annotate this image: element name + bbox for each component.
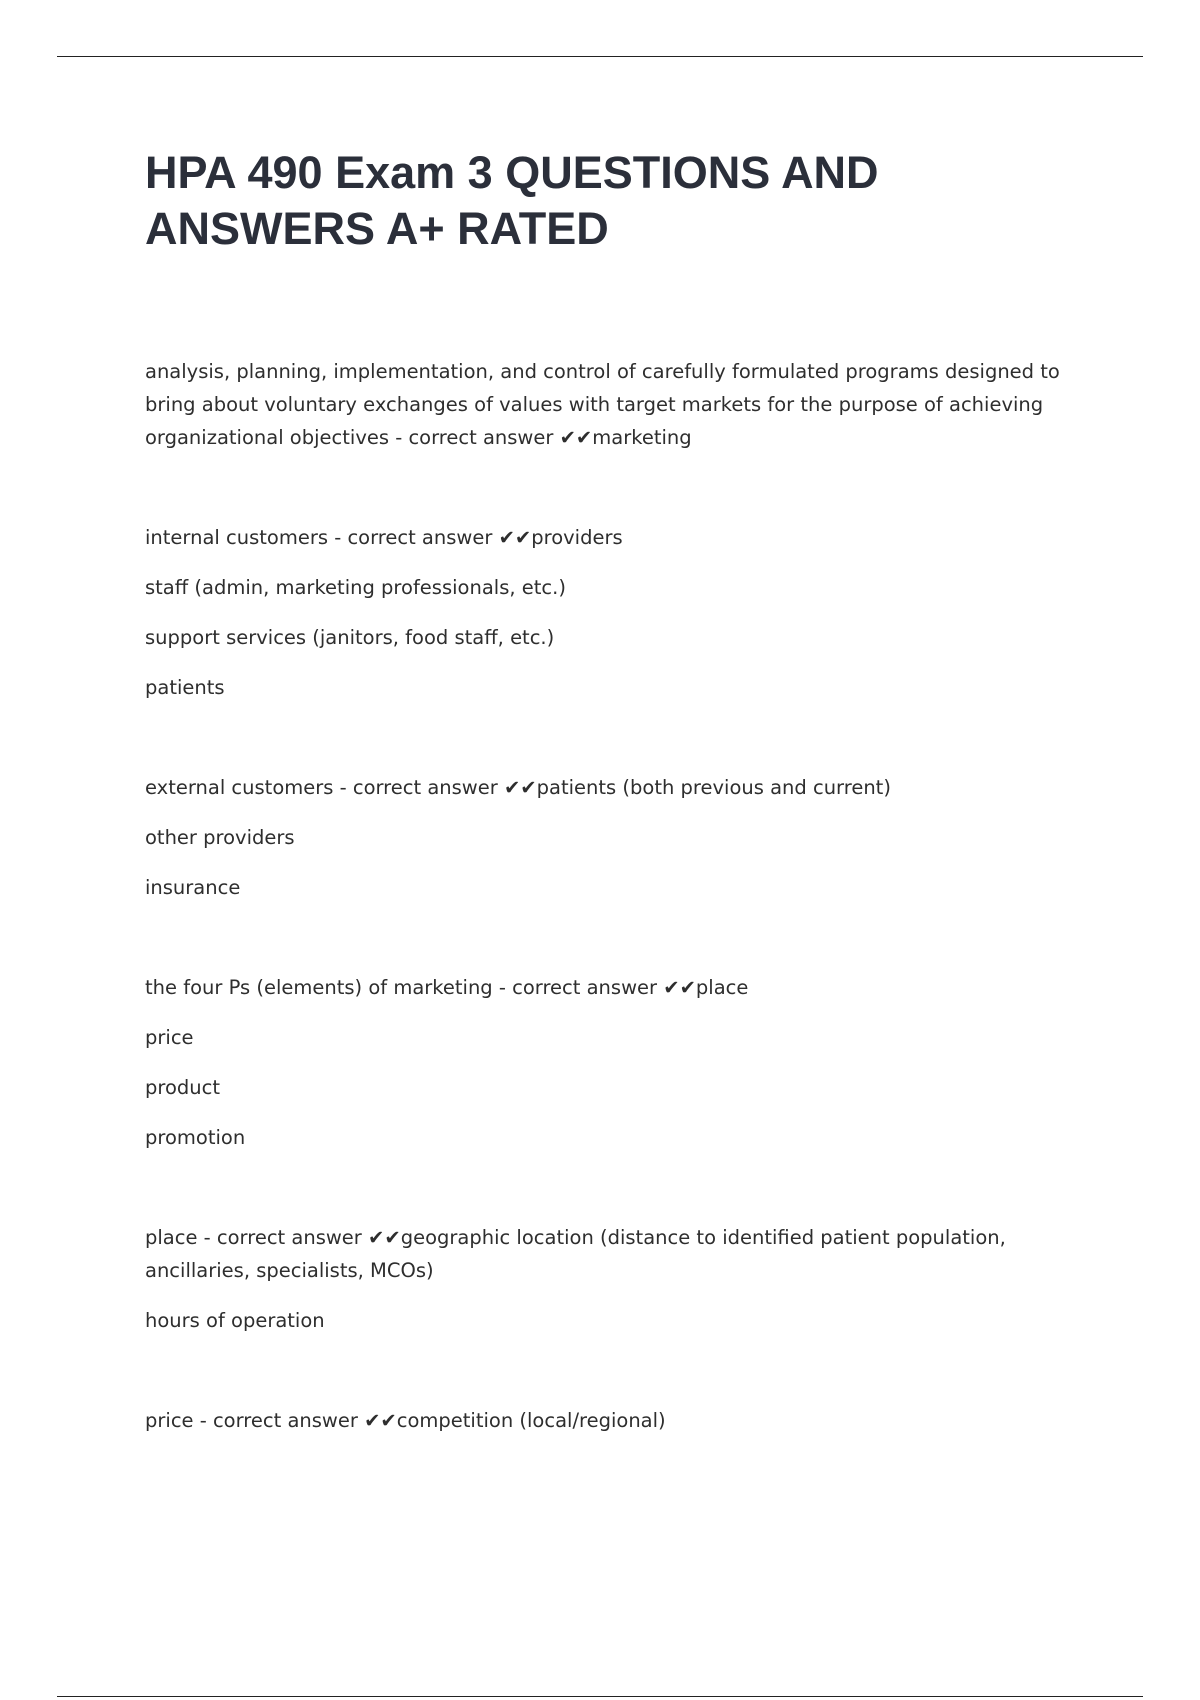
qa-answer: place xyxy=(695,976,749,999)
qa-extra-line: patients xyxy=(145,676,225,699)
qa-term: the four Ps (elements) of marketing xyxy=(145,976,493,999)
qa-line xyxy=(145,771,1085,804)
qa-term: internal customers xyxy=(145,526,329,549)
qa-extra-line: support services (janitors, food staff, etc.) xyxy=(145,626,555,649)
qa-extra-line: hours of operation xyxy=(145,1309,325,1332)
qa-term: external customers xyxy=(145,776,334,799)
document-title: HPA 490 Exam 3 QUESTIONS AND ANSWERS A+ RATED xyxy=(145,147,879,254)
qa-card xyxy=(145,1404,1085,1437)
qa-extra-line: price xyxy=(145,1026,194,1049)
qa-card xyxy=(145,1221,1085,1337)
qa-line xyxy=(145,355,1085,454)
qa-separator: - correct answer xyxy=(197,1226,369,1249)
check-icon: ✔✔ xyxy=(364,1409,397,1432)
qa-line xyxy=(145,971,1085,1004)
qa-separator: - correct answer xyxy=(492,976,664,999)
qa-extra-line: promotion xyxy=(145,1126,246,1149)
qa-line xyxy=(145,1404,1085,1437)
qa-extra-line: other providers xyxy=(145,826,295,849)
qa-line xyxy=(145,1221,1085,1287)
qa-card xyxy=(145,771,1085,904)
check-icon: ✔✔ xyxy=(498,526,532,549)
qa-separator: - correct answer xyxy=(328,526,499,549)
qa-line xyxy=(145,521,1085,554)
check-icon: ✔✔ xyxy=(559,426,593,449)
qa-answer: patients (both previous and current) xyxy=(536,776,891,799)
qa-term: place xyxy=(145,1226,198,1249)
qa-answer: geographic location (distance to identified patient population, ancillaries, specialists, MCOs) xyxy=(145,1226,1006,1282)
qa-answer: marketing xyxy=(592,426,692,449)
qa-card xyxy=(145,521,1085,704)
check-icon: ✔✔ xyxy=(663,976,696,999)
qa-term: analysis, planning, implementation, and control of carefully formulated programs designed to bring about voluntary exchanges of values with target markets for the purpose of achieving organizational objectives xyxy=(145,360,1060,449)
qa-term: price xyxy=(145,1409,194,1432)
qa-answer: providers xyxy=(531,526,623,549)
qa-extra-line: staff (admin, marketing professionals, etc.) xyxy=(145,576,566,599)
qa-card xyxy=(145,971,1085,1154)
qa-extra-line: product xyxy=(145,1076,221,1099)
qa-card xyxy=(145,355,1085,454)
check-icon: ✔✔ xyxy=(503,776,537,799)
top-divider xyxy=(57,56,1143,57)
document-body xyxy=(145,355,1085,1504)
qa-extra-line: insurance xyxy=(145,876,241,899)
qa-separator: - correct answer xyxy=(193,1409,365,1432)
qa-answer: competition (local/regional) xyxy=(396,1409,666,1432)
bottom-divider xyxy=(57,1696,1143,1697)
check-icon: ✔✔ xyxy=(368,1226,401,1249)
qa-separator: - correct answer xyxy=(333,776,504,799)
qa-separator: - correct answer xyxy=(389,426,560,449)
